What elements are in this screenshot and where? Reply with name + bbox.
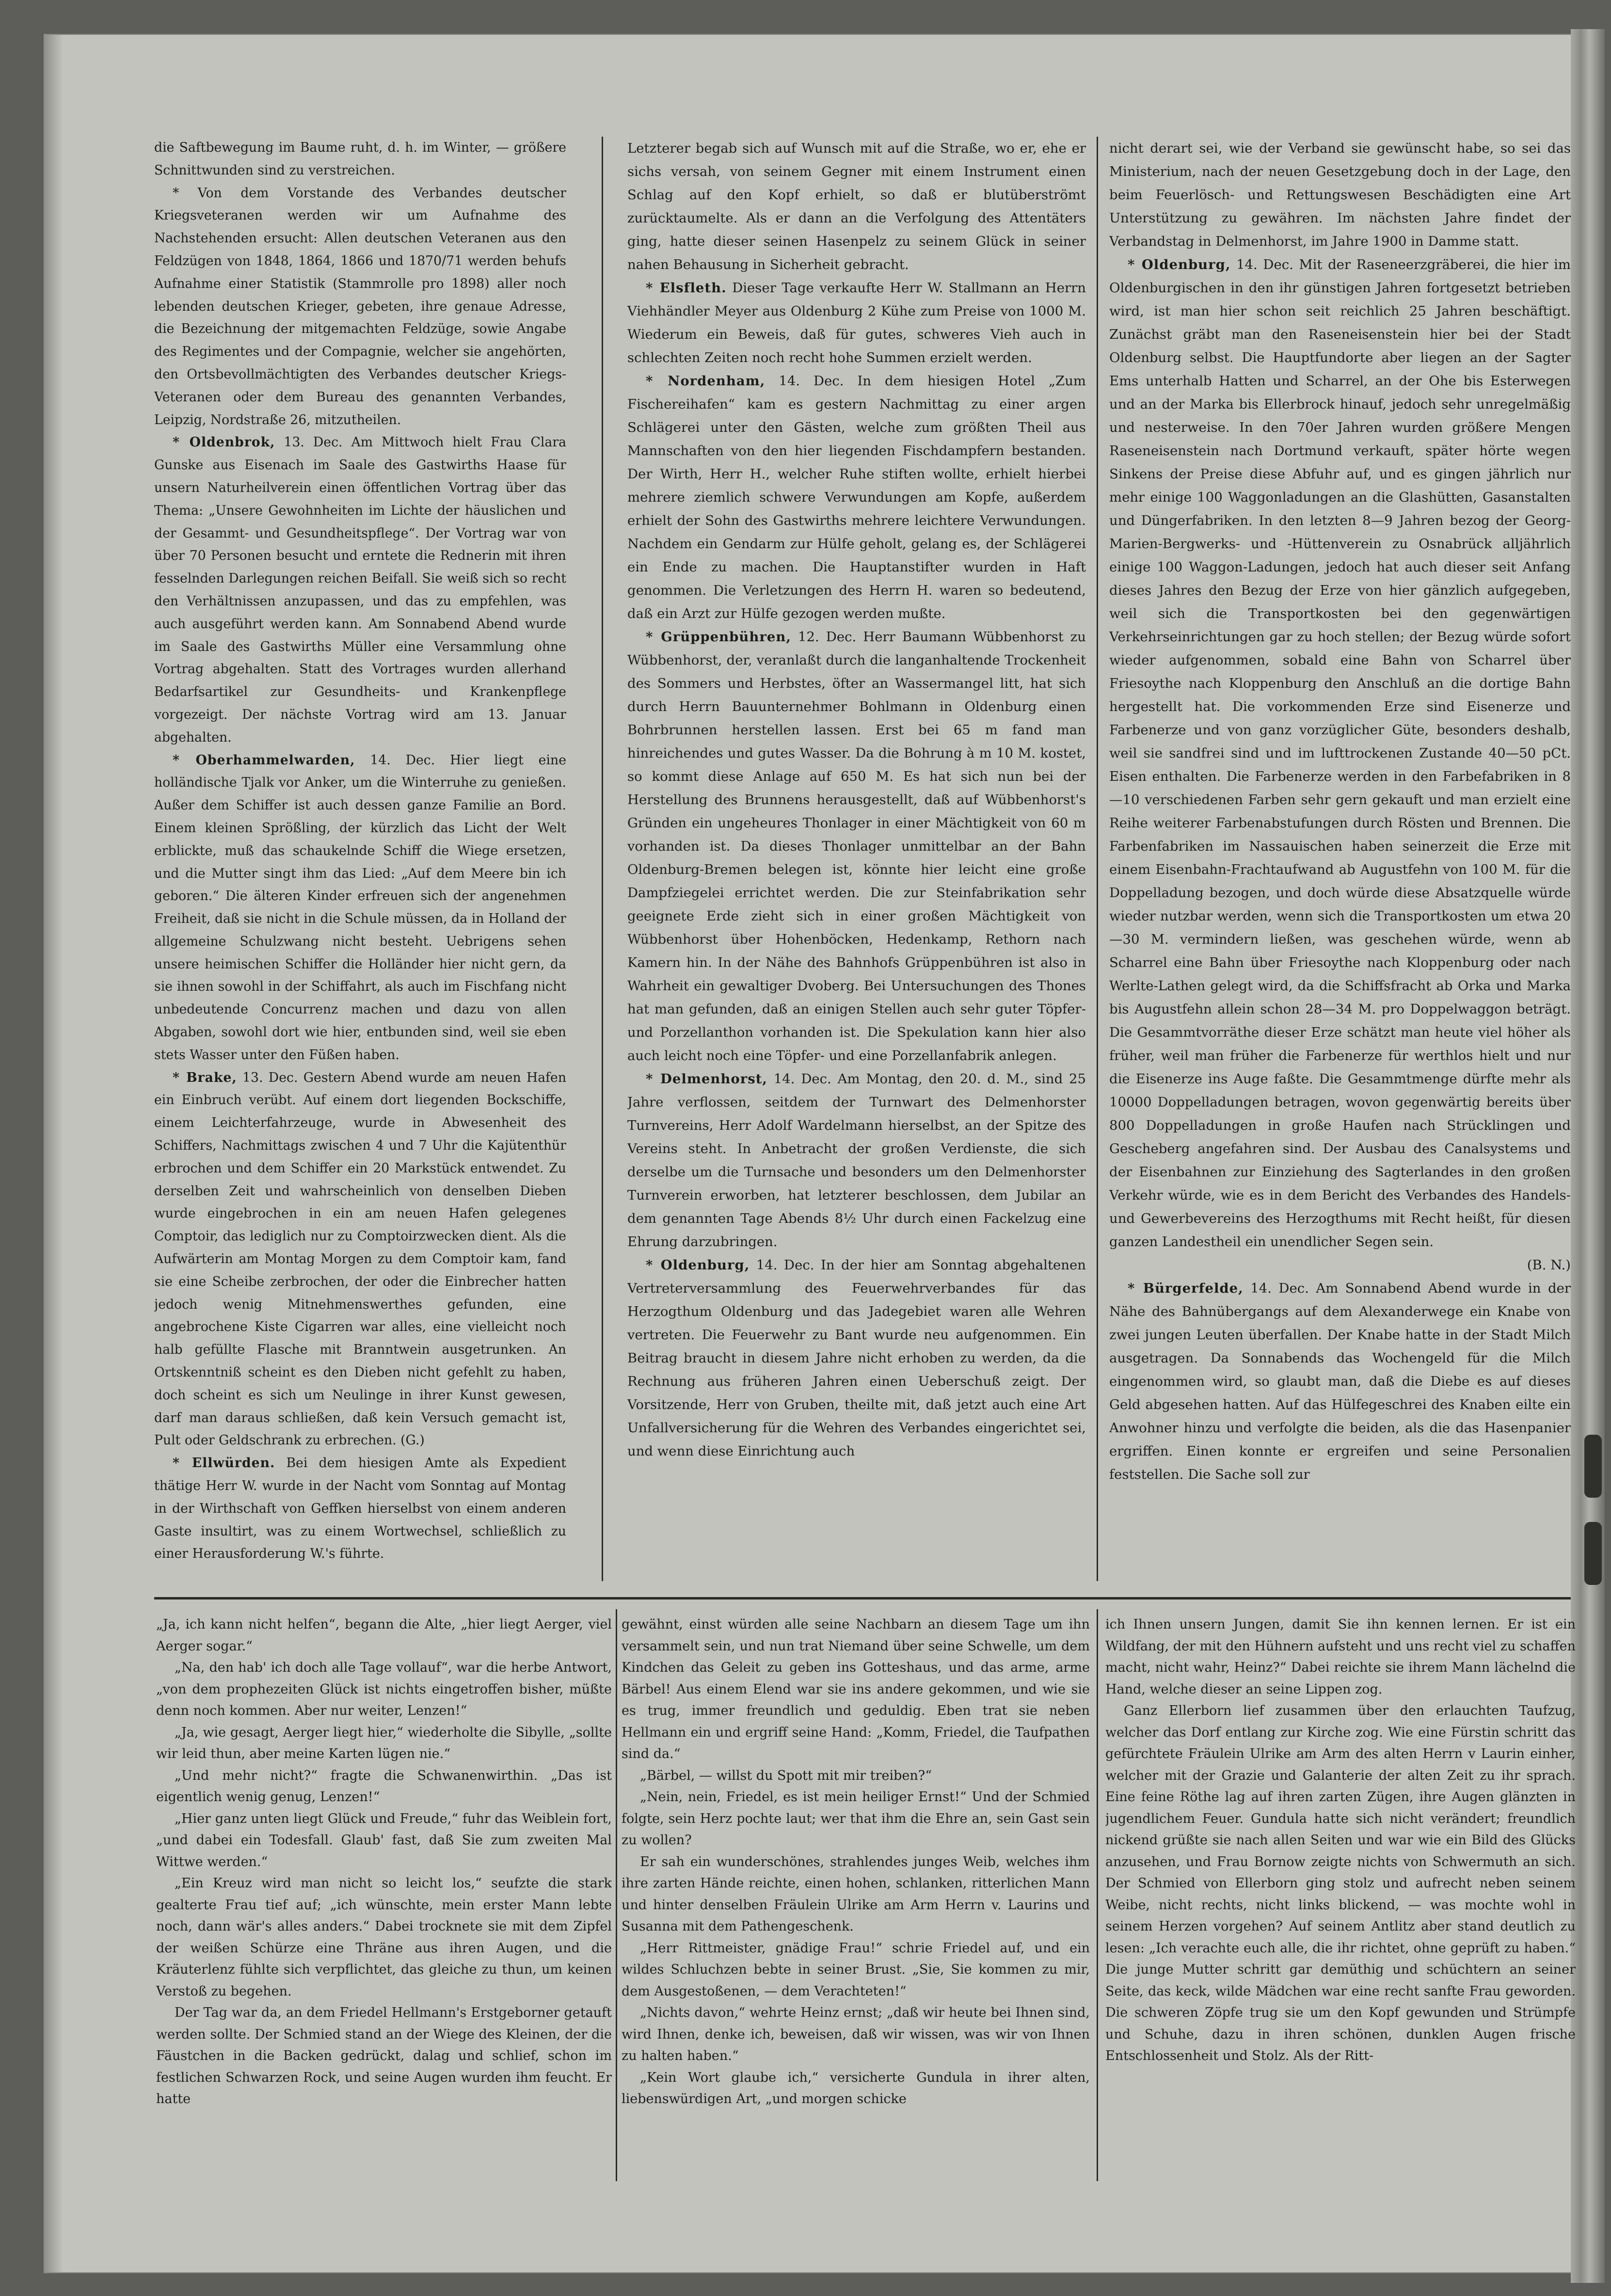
paragraph-text: Bei dem hiesigen Amte als Expedient thätige Herr W. wurde in der Nacht vom Sonntag auf Montag in der Wirthschaft von Geffken hierselbst von einem anderen Gaste insultirt, was zu einem Wortwechsel, schließlich zu einer Herausforderung W.'s führte. — [154, 1456, 566, 1562]
paragraph-text: 14. Dec. Am Montag, den 20. d. M., sind 25 Jahre verflossen, seitdem der Turnwart des Delmenhorster Turnvereins, Herr Adolf Wardelmann hierselbst, an der Spitze des Vereins steht. In Anbetracht der großen Verdienste, die sich derselbe um die Turnsache und besonders um den Delmenhorster Turnverein erworben, hat letzterer beschlossen, dem Jubilar an dem genannten Tage Abends 8½ Uhr durch einen Fackelzug eine Ehrung darzubringen. — [627, 1071, 1086, 1250]
text-paragraph — [156, 1873, 612, 2002]
column-rule — [602, 137, 603, 1581]
text-paragraph — [1109, 137, 1571, 253]
paragraph-text: „Herr Rittmeister, gnädige Frau!“ schrie Friedel auf, und ein wildes Schluchzen bebte in seiner Brust. „Sie, Sie kommen zu mir, dem Ausgestoßenen, — dem Verachteten!“ — [622, 1940, 1090, 1999]
text-paragraph — [622, 1938, 1090, 2003]
dateline: * Bürgerfelde, — [1128, 1281, 1244, 1296]
paragraph-text: * Von dem Vorstande des Verbandes deutscher Kriegsveteranen werden wir um Aufnahme des Nachstehenden ersucht: Allen deutschen Veteranen aus den Feldzügen von 1848, 1864, 1866 und 1870/71 werden behufs Aufnahme einer Statistik (Stammrolle pro 1898) aller noch lebenden deutschen Krieger, gebeten, ihre genaue Adresse, die Bezeichnung der mitgemachten Feldzüge, sowie Angabe des Regimentes und der Compagnie, welcher sie angehörten, den Ortsbevollmächtigten des Verbandes deutscher Kriegs-Veteranen oder dem Bureau des genannten Verbandes, Leipzig, Nordstraße 26, mitzutheilen. — [154, 185, 566, 428]
paragraph-text: „Nichts davon,“ wehrte Heinz ernst; „daß wir heute bei Ihnen sind, wird Ihnen, denke ich, beweisen, daß wir wissen, was wir von Ihnen zu halten haben.“ — [622, 2005, 1090, 2063]
news-item — [627, 1067, 1086, 1253]
news-column-3 — [1109, 137, 1571, 1586]
dateline: * Oberhammelwarden, — [173, 752, 355, 768]
paragraph-text: nicht derart sei, wie der Verband sie gewünscht habe, so sei das Ministerium, nach der neuen Gesetzgebung doch in der Lage, den beim Feuerlösch- und Rettungswesen Beschädigten eine Art Unterstützung zu gewähren. Im nächsten Jahre findet der Verbandstag in Delmenhorst, im Jahre 1900 in Damme statt. — [1109, 141, 1571, 249]
serial-column-2 — [622, 1614, 1090, 2181]
dateline: * Brake, — [173, 1070, 237, 1085]
news-column-1 — [154, 137, 566, 1586]
text-paragraph — [627, 137, 1086, 276]
dateline: * Oldenburg, — [1128, 257, 1231, 272]
news-item — [154, 749, 566, 1067]
paragraph-text: die Saftbewegung im Baume ruht, d. h. im Winter, — größere Schnittwunden sind zu verstreichen. — [154, 140, 566, 178]
text-paragraph — [156, 2002, 612, 2110]
dateline: * Oldenbrok, — [173, 435, 275, 450]
paragraph-text: Letzterer begab sich auf Wunsch mit auf die Straße, wo er, ehe er sichs versah, von seinem Gegner mit einem Instrument einen Schlag auf den Kopf erhielt, so daß er blutüberströmt zurücktaumelte. Als er dann an die Verfolgung des Attentäters ging, hatte dieser seinen Hasenpelz zu seinem Glück in seiner nahen Behausung in Sicherheit gebracht. — [627, 141, 1086, 272]
news-item — [1109, 1277, 1571, 1486]
paragraph-text: „Ja, wie gesagt, Aerger liegt hier,“ wiederholte die Sibylle, „sollte wir leid thun, aber meine Karten lügen nie.“ — [156, 1725, 612, 1761]
text-paragraph — [156, 1614, 612, 1657]
dateline: * Nordenham, — [646, 373, 766, 389]
dateline: * Elsfleth. — [646, 280, 727, 296]
serial-column-1 — [156, 1614, 612, 2181]
paragraph-text: „Nein, nein, Friedel, es ist mein heiliger Ernst!“ Und der Schmied folgte, sein Herz pochte laut; wer that ihm die Ehre an, sein Gast sein zu wollen? — [622, 1789, 1090, 1848]
text-paragraph — [156, 1808, 612, 1873]
paragraph-text: 14. Dec. Am Sonnabend Abend wurde in der Nähe des Bahnübergangs auf dem Alexanderwege ein Knabe von zwei jungen Leuten überfallen. Der Knabe hatte in der Stadt Milch ausgetragen. Da Sonnabends das Wochengeld für die Milch eingenommen wird, so glaubt man, daß die Diebe es auf dieses Geld abgesehen hatten. Auf das Hülfegeschrei des Knaben eilte ein Anwohner hinzu und verfolgte die beiden, als die das Hasenpanier ergriffen. Einen konnte er ergreifen und seine Personalien feststellen. Die Sache soll zur — [1109, 1281, 1571, 1482]
text-paragraph — [154, 182, 566, 432]
paragraph-text: „Bärbel, — willst du Spott mit mir treiben?“ — [640, 1768, 932, 1783]
paragraph-text: 13. Dec. Gestern Abend wurde am neuen Hafen ein Einbruch verübt. Auf einem dort liegenden Bockschiffe, einem Leichterfahrzeuge, wurde in Abwesenheit des Schiffers, Nachmittags zwischen 4 und 7 Uhr die Kajütenthür erbrochen und dem Schiffer ein 20 Markstück entwendet. Zu derselben Zeit und wahrscheinlich von denselben Dieben wurde eingebrochen in ein am neuen Hafen gelegenes Comptoir, das lediglich nur zu Comptoirzwecken dient. Als die Aufwärterin am Montag Morgen zu dem Comptoir kam, fand sie eine Scheibe zerbrochen, der oder die Einbrecher hatten jedoch wenig Mitnehmenswerthes gefunden, eine angebrochene Kiste Cigarren war alles, eine vielleicht noch halb gefüllte Flasche mit Branntwein ausgetrunken. An Ortskenntniß scheint es den Dieben nicht gefehlt zu haben, doch scheint es sich um Neulinge in ihrer Kunst gewesen, darf man daraus schließen, daß kein Versuch gemacht ist, Pult oder Geldschrank zu erbrechen. (G.) — [154, 1070, 566, 1448]
text-paragraph — [622, 2002, 1090, 2067]
news-item — [627, 369, 1086, 625]
paragraph-text: gewähnt, einst würden alle seine Nachbarn an diesem Tage um ihn versammelt sein, und nun trat Niemand über seine Schwelle, um dem Kindchen das Geleit zu geben ins Gotteshaus, und das arme, arme Bärbel! Aus einem Elend war sie ins andere gekommen, und wie sie es trug, immer freundlich und geduldig. Eben trat sie neben Hellmann ein und ergriff seine Hand: „Komm, Friedel, die Taufpathen sind da.“ — [622, 1617, 1090, 1761]
dateline: * Delmenhorst, — [646, 1071, 767, 1087]
text-paragraph — [154, 137, 566, 182]
paragraph-text: Dieser Tage verkaufte Herr W. Stallmann an Herrn Viehhändler Meyer aus Oldenburg 2 Kühe zum Preise von 1000 M. Wiederum ein Beweis, daß für gutes, schweres Vieh auch in schlechten Zeiten noch recht hohe Summen erzielt werden. — [627, 280, 1086, 365]
paragraph-text: Er sah ein wunderschönes, strahlendes junges Weib, welches ihm ihre zarten Hände reichte, einen hohen, schlanken, ritterlichen Mann und hinter denselben Fräulein Ulrike am Arm Herrn v. Laurins und Susanna mit dem Pathengeschenk. — [622, 1854, 1090, 1934]
paragraph-text: Der Tag war da, an dem Friedel Hellmann's Erstgeborner getauft werden sollte. Der Schmied stand an der Wiege des Kleinen, der die Fäustchen in die Backen gedrückt, dalag und schlief, schon im festlichen Schwarzen Rock, und seine Augen wurden ihm feucht. Er hatte — [156, 2005, 612, 2106]
paragraph-text: „Ja, ich kann nicht helfen“, begann die Alte, „hier liegt Aerger, viel Aerger sogar.“ — [156, 1617, 612, 1654]
edge-mark — [1584, 1522, 1602, 1585]
text-paragraph — [622, 2067, 1090, 2110]
serial-column-3 — [1105, 1614, 1576, 2181]
news-item — [154, 431, 566, 749]
paragraph-text: Ganz Ellerborn lief zusammen über den erlauchten Taufzug, welcher das Dorf entlang zur Kirche zog. Wie eine Fürstin schritt das gefürchtete Fräulein Ulrike am Arm des alten Herrn v Laurin einher, welcher mit der Grazie und Galanterie der alten Zeit zu ihr sprach. Eine feine Röthe lag auf ihren zarten Zügen, ihre Augen glänzten in jugendlichem Feuer. Gundula hatte sich nicht verändert; freundlich nickend grüßte sie nach allen Seiten und war wie ein Bild des Glücks anzusehen, und Frau Bornow zeigte nichts von Schwermuth an sich. Der Schmied von Ellerborn ging stolz und aufrecht neben seinem Weibe, nicht rechts, nicht links blickend, — was mochte wohl in seinem Herzen vorgehen? Auf seinem Antlitz aber stand deutlich zu lesen: „Ich verachte euch alle, die ihr richtet, ohne geprüft zu haben.“ Die junge Mutter schritt gar demüthig und schüchtern an seiner Seite, das keck, wilde Mädchen war eine recht sanfte Frau geworden. Die schweren Zöpfe trug sie um den Kopf gewunden und Strümpfe und Schuhe, dazu in ihren schönen, dunklen Augen frische Entschlossenheit und Stolz. Als der Ritt- — [1105, 1703, 1576, 2063]
paragraph-text: „Ein Kreuz wird man nicht so leicht los,“ seufzte die stark gealterte Frau tief auf; „ich wünschte, mein erster Mann lebte noch, dann wär's alles anders.“ Dabei trocknete sie mit dem Zipfel der weißen Schürze eine Thräne aus ihren Augen, und die Kräuterlenz fühlte sich verpflichtet, das gleiche zu thun, um keinen Verstoß zu begehen. — [156, 1876, 612, 1999]
page-edge — [1571, 29, 1605, 2283]
column-rule — [1097, 137, 1098, 1581]
paragraph-text: 12. Dec. Herr Baumann Wübbenhorst zu Wübbenhorst, der, veranlaßt durch die langanhaltende Trockenheit des Sommers und Herbstes, öfter an Wassermangel litt, hat sich durch Herrn Bauunternehmer Bohlmann in Oldenburg einen Bohrbrunnen herstellen lassen. Erst bei 65 m fand man hinreichendes und gutes Wasser. Da die Bohrung à m 10 M. kostet, so kommt diese Anlage auf 650 M. Es hat sich nun bei der Herstellung des Brunnens herausgestellt, daß auf Wübbenhorst's Gründen ein ungeheures Thonlager in einer Mächtigkeit von 60 m vorhanden ist. Da dieses Thonlager unmittelbar an der Bahn Oldenburg-Bremen belegen ist, könnte hier leicht eine große Dampfziegelei errichtet werden. Die zur Steinfabrikation sehr geeignete Erde zieht sich in einer großen Mächtigkeit von Wübbenhorst über Hohenböcken, Hedenkamp, Rethorn nach Kamern hin. In der Nähe des Bahnhofs Grüppenbühren ist also in Wahrheit ein gewaltiger Dvoberg. Bei Untersuchungen des Thones hat man gefunden, daß an einigen Stellen auch sehr guter Töpfer- und Porzellanthon vorhanden ist. Die Spekulation kann hier also auch leicht noch eine Töpfer- und eine Porzellanfabrik anlegen. — [627, 629, 1086, 1063]
paragraph-text: 14. Dec. Mit der Raseneerzgräberei, die hier im Oldenburgischen in den ihr günstigen Jahren fortgesetzt betrieben wird, ist man hier schon seit reichlich 25 Jahren beschäftigt. Zunächst gräbt man den Raseneisenstein hier bei der Stadt Oldenburg selbst. Die Hauptfundorte aber liegen an der Sagter Ems unterhalb Hatten und Scharrel, an der Ohe bis Esterwegen und an der Marka bis Ellerbrock hinauf, jedoch sehr unregelmäßig und nesterweise. In den 70er Jahren wurden größere Mengen Raseneisenstein nach Dortmund verkauft, später hörte wegen Sinkens der Preise diese Abfuhr auf, und es gingen jährlich nur mehr einige 100 Waggonladungen an die Glashütten, Gasanstalten und Düngerfabriken. In den letzten 8—9 Jahren bezog der Georg-Marien-Bergwerks- und -Hüttenverein zu Osnabrück alljährlich einige 100 Waggon-Ladungen, jedoch hat auch dieser seit Anfang dieses Jahres den Bezug der Erze von hier gänzlich aufgegeben, weil sich die Transportkosten bei den gegenwärtigen Verkehrseinrichtungen gar zu hoch stellen; der Bezug würde sofort wieder aufgenommen, sobald eine Bahn von Scharrel über Friesoythe nach Kloppenburg den Anschluß an die dortige Bahn hergestellt hat. Die vorkommenden Erze sind Eisenerze und Farbenerze und von ganz vorzüglicher Güte, besonders deshalb, weil sie sandfrei sind und im lufttrockenen Zustande 40—50 pCt. Eisen enthalten. Die Farbenerze werden in den Farbefabriken in 8—10 verschiedenen Farben sehr gern gekauft und man erzielt eine Reihe weiterer Farbenabstufungen durch Rösten und Brennen. Die Farbenfabriken im Nassauischen haben seinerzeit die Erze mit einem Eisenbahn-Frachtaufwand ab Augustfehn von 100 M. für die Doppelladung bezogen, und doch würde diese Absatzquelle würde wieder nutzbar werden, wenn sich die Transportkosten um etwa 20—30 M. vermindern ließen, was geschehen würde, wenn ab Scharrel eine Bahn über Friesoythe nach Kloppenburg oder nach Werlte-Lathen gelegt wird, da die Schiffsfracht ab Orka und Marka bis Augustfehn allein schon 28—34 M. pro Doppelwaggon beträgt. Die Gesammtvorräthe dieser Erze schätzt man heute viel höher als früher, weil man früher die Farbenerze für werthlos hielt und nur die Eisenerze ins Auge faßte. Die Gesammtmenge dürfte mehr als 10000 Doppelladungen betragen, wovon gegenwärtig bereits über 800 Doppelladungen in große Haufen nach Strücklingen und Gescheberg angefahren sind. Der Ausbau des Canalsystems und der Eisenbahnen zur Einziehung des Sagterlandes in den großen Verkehr würde, wie es in dem Bericht des Verbandes des Handels- und Gewerbevereins des Herzogthums mit Recht heißt, für diesen ganzen Landestheil ein unendlicher Segen sein. — [1109, 257, 1571, 1250]
dateline: * Oldenburg, — [646, 1257, 750, 1273]
text-paragraph — [622, 1614, 1090, 1765]
news-item — [627, 625, 1086, 1067]
section-separator-rule — [154, 1597, 1571, 1599]
text-paragraph — [156, 1765, 612, 1808]
dateline: * Ellwürden. — [173, 1456, 275, 1471]
paragraph-text: „Und mehr nicht?“ fragte die Schwanenwirthin. „Das ist eigentlich wenig genug, Lenzen!“ — [156, 1768, 612, 1805]
column-rule — [616, 1609, 617, 2181]
text-paragraph — [1105, 1614, 1576, 1700]
news-item — [1109, 253, 1571, 1253]
news-item — [154, 1067, 566, 1453]
paragraph-text: „Na, den hab' ich doch alle Tage vollauf“, war die herbe Antwort, „von dem prophezeiten Glück ist nichts eingetroffen bisher, müßte denn noch kommen. Aber nur weiter, Lenzen!“ — [156, 1660, 612, 1718]
page-binding-shadow — [44, 34, 63, 2273]
paragraph-text: ich Ihnen unsern Jungen, damit Sie ihn kennen lernen. Er ist ein Wildfang, der mit den Hühnern aufsteht und uns recht viel zu schaffen macht, nicht wahr, Heinz?“ Dabei reichte sie ihrem Mann lächelnd die Hand, welche dieser an seine Lippen zog. — [1105, 1617, 1576, 1697]
paragraph-text: „Hier ganz unten liegt Glück und Freude,“ fuhr das Weiblein fort, „und dabei ein Todesfall. Glaub' fast, daß Sie zum zweiten Mal Wittwe werden.“ — [156, 1811, 612, 1869]
text-paragraph — [622, 1765, 1090, 1787]
paragraph-text: 14. Dec. In dem hiesigen Hotel „Zum Fischereihafen“ kam es gestern Nachmittag zu einer argen Schlägerei unter den Gästen, welche zum größten Theil aus Mannschaften von den hier liegenden Fischdampfern bestanden. Der Wirth, Herr H., welcher Ruhe stiften wollte, erhielt hierbei mehrere ziemlich schwere Verwundungen am Kopfe, außerdem erhielt der Sohn des Gastwirths mehrere leichtere Verwundungen. Nachdem ein Gendarm zur Hülfe geholt, gelang es, der Schlägerei ein Ende zu machen. Die Hauptanstifter wurden in Haft genommen. Die Verletzungen des Herrn H. waren so bedeutend, daß ein Arzt zur Hülfe gezogen werden mußte. — [627, 373, 1086, 621]
news-item — [627, 276, 1086, 369]
paragraph-text: 14. Dec. In der hier am Sonntag abgehaltenen Vertreterversammlung des Feuerwehrverbandes für das Herzogthum Oldenburg und das Jadegebiet waren alle Wehren vertreten. Die Feuerwehr zu Bant wurde neu aufgenommen. Ein Beitrag braucht in diesem Jahre nicht erhoben zu werden, da die Rechnung aus früheren Jahren einen Ueberschuß zeigt. Der Vorsitzende, Herr von Gruben, theilte mit, daß jetzt auch eine Art Unfallversicherung für die Wehren des Verbandes eingerichtet sei, und wenn diese Einrichtung auch — [627, 1257, 1086, 1459]
paragraph-text: „Kein Wort glaube ich,“ versicherte Gundula in ihrer alten, liebenswürdigen Art, „und morgen schicke — [622, 2070, 1090, 2106]
text-paragraph — [1105, 1700, 1576, 2067]
source-attribution: (B. N.) — [1527, 1257, 1571, 1273]
column-rule — [1097, 1609, 1098, 2181]
text-paragraph — [622, 1852, 1090, 1938]
paragraph-text: 13. Dec. Am Mittwoch hielt Frau Clara Gunske aus Eisenach im Saale des Gastwirths Haase für unsern Naturheilverein einen öffentlichen Vortrag über das Thema: „Unsere Gewohnheiten im Lichte der häuslichen und der Gesammt- und Gesundheitspflege“. Der Vortrag war von über 70 Personen besucht und erntete die Rednerin mit ihren fesselnden Darlegungen reichen Beifall. Sie weiß sich so recht den Verhältnissen anzupassen, und das zu empfehlen, was auch ausgeführt werden kann. Am Sonnabend Abend wurde im Saale des Gastwirths Müller eine Versammlung ohne Vortrag abgehalten. Statt des Vortrages wurden allerhand Bedarfsartikel zur Gesundheits- und Krankenpflege vorgezeigt. Der nächste Vortrag wird am 13. Januar abgehalten. — [154, 435, 566, 745]
paragraph-text: 14. Dec. Hier liegt eine holländische Tjalk vor Anker, um die Winterruhe zu genießen. Außer dem Schiffer ist auch dessen ganze Familie an Bord. Einem kleinen Sprößling, der kürzlich das Licht der Welt erblickte, muß das schaukelnde Schiff die Wiege ersetzen, und die Mutter singt ihm das Lied: „Auf dem Meere bin ich geboren.“ Die älteren Kinder erfreuen sich der angenehmen Freiheit, daß sie nicht in die Schule müssen, da in Holland der allgemeine Schulzwang nicht besteht. Uebrigens sehen unsere heimischen Schiffer die Holländer hier nicht gern, da sie ihnen sowohl in der Schiffahrt, als auch im Fischfang nicht unbedeutende Concurrenz machen und dazu von allen Abgaben, sowohl dort wie hier, entbunden sind, weil sie eben stets Wasser unter den Füßen haben. — [154, 752, 566, 1062]
edge-mark — [1584, 1435, 1602, 1498]
text-paragraph — [156, 1722, 612, 1765]
text-paragraph — [622, 1787, 1090, 1852]
news-column-2 — [627, 137, 1086, 1586]
news-item — [154, 1452, 566, 1566]
news-item — [627, 1253, 1086, 1463]
text-paragraph — [156, 1657, 612, 1722]
dateline: * Grüppenbühren, — [646, 629, 791, 645]
